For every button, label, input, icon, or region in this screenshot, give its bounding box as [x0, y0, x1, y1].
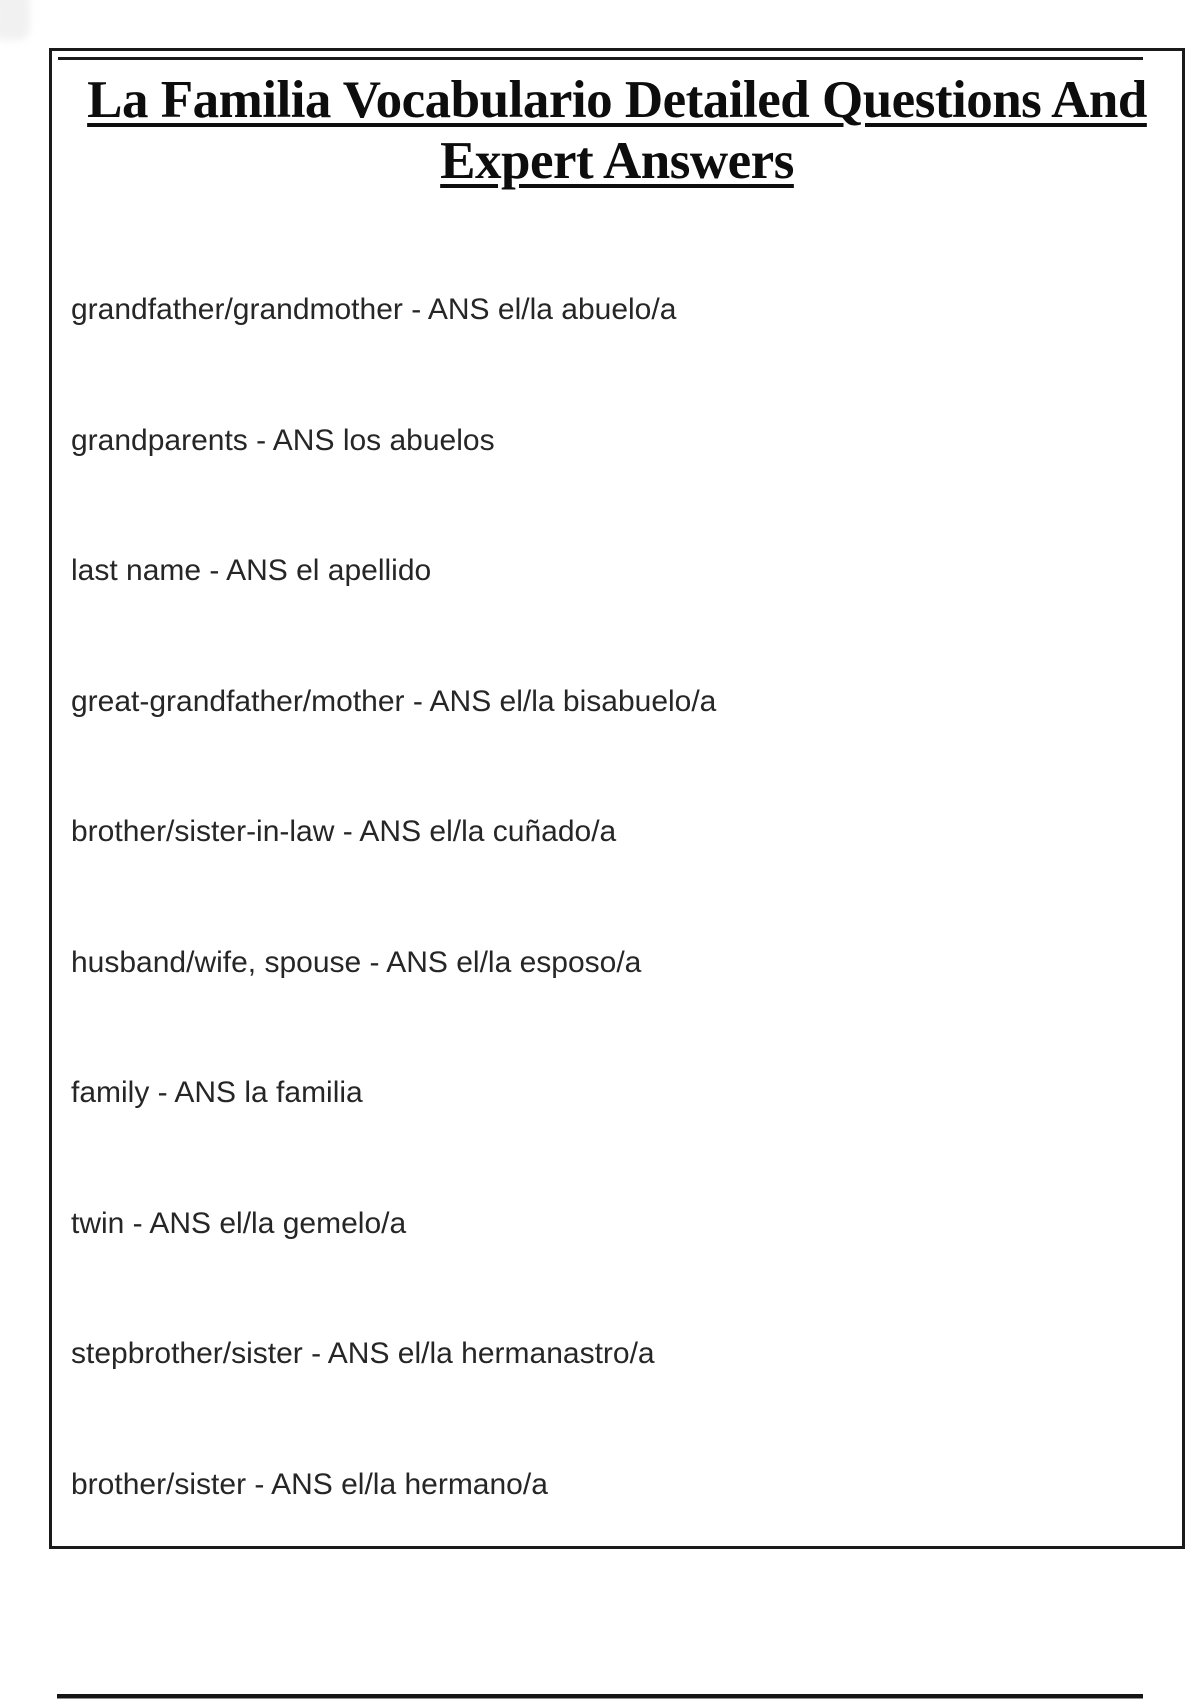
vocab-item-husband-wife-spouse: husband/wife, spouse - ANS el/la esposo/a: [71, 946, 642, 979]
page-title-line-1-text: La Familia Vocabulario Detailed Questions And: [87, 71, 1147, 129]
page-title-line-2: [49, 131, 1185, 192]
vocab-item-family: family - ANS la familia: [71, 1076, 363, 1109]
vocab-item-grandfather-grandmother: grandfather/grandmother - ANS el/la abuelo/a: [71, 293, 677, 326]
vocab-item-grandparents: grandparents - ANS los abuelos: [71, 424, 495, 457]
content-frame-border: [49, 48, 1185, 1549]
page-title: [49, 70, 1185, 192]
vocab-item-brother-sister-in-law: brother/sister-in-law - ANS el/la cuñado/a: [71, 815, 617, 848]
page-title-line-1: [49, 70, 1185, 131]
next-page-top-rule: [57, 1694, 1143, 1699]
vocab-item-twin: twin - ANS el/la gemelo/a: [71, 1207, 407, 1240]
vocab-item-last-name: last name - ANS el apellido: [71, 554, 432, 587]
page-title-line-2-text: Expert Answers: [440, 132, 794, 190]
scan-corner-artifact: [0, 0, 30, 40]
vocab-item-stepbrother-sister: stepbrother/sister - ANS el/la hermanastro/a: [71, 1337, 655, 1370]
vocab-item-great-grandfather: great-grandfather/mother - ANS el/la bisabuelo/a: [71, 685, 717, 718]
header-double-rule: [58, 57, 1143, 60]
vocab-item-brother-sister: brother/sister - ANS el/la hermano/a: [71, 1468, 548, 1501]
